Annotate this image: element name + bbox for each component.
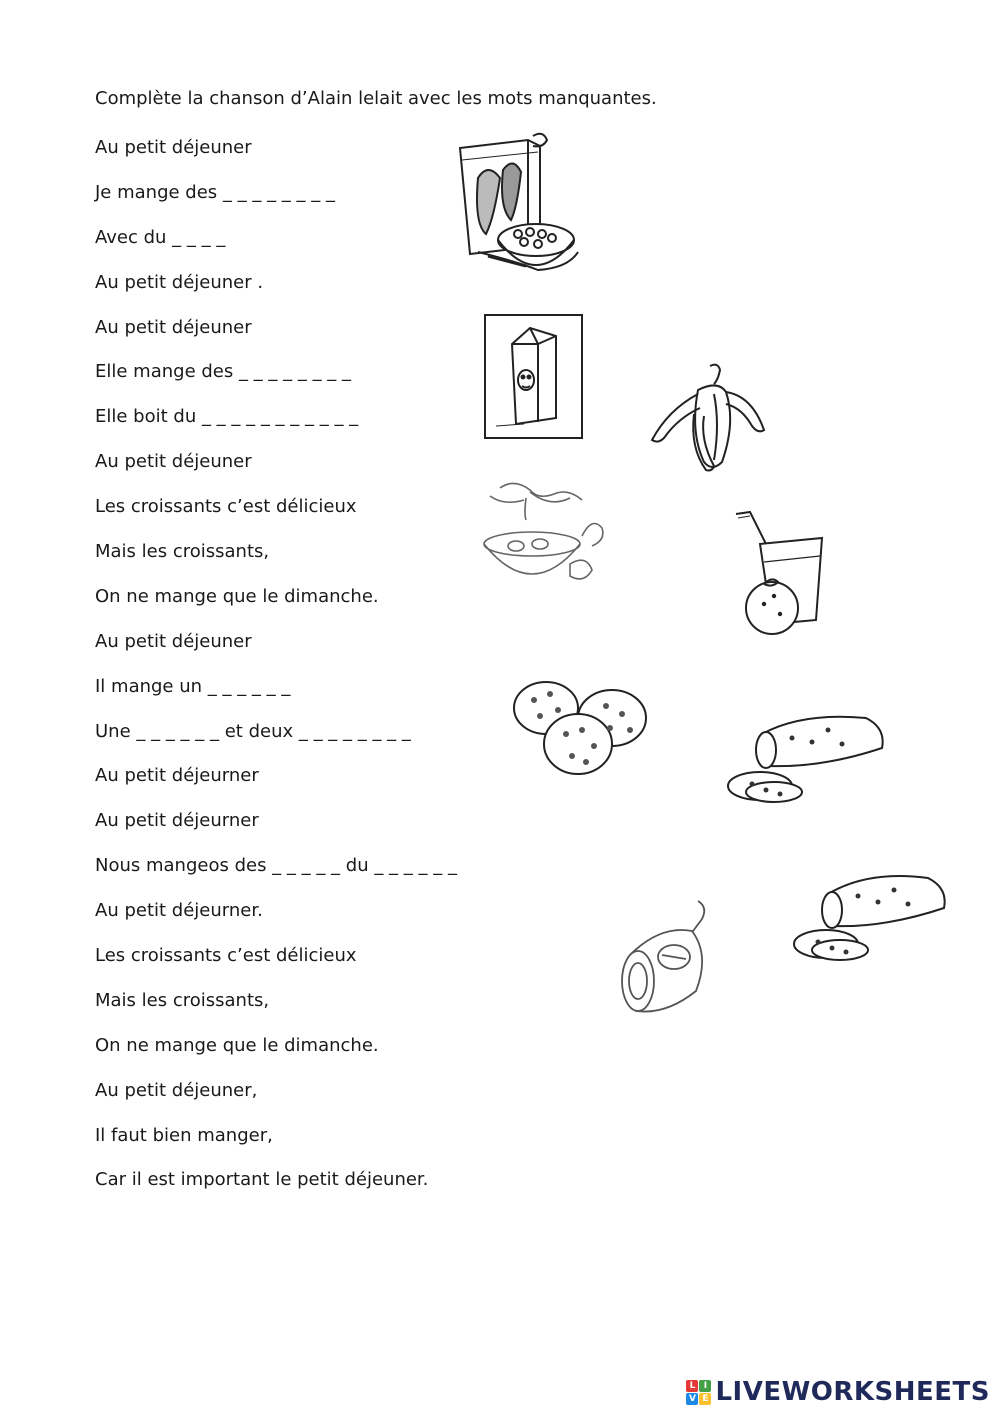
cereal-icon	[448, 128, 583, 288]
logo-badge-letter: E	[699, 1393, 711, 1405]
lyric-line: Mais les croissants,	[95, 541, 270, 563]
lyric-line: Elle mange des _ _ _ _ _ _ _ _	[95, 361, 352, 383]
lyric-line: Une _ _ _ _ _ _ et deux _ _ _ _ _ _ _ _	[95, 720, 411, 742]
sausage-icon	[722, 712, 887, 810]
lyric-line: Les croissants c’est délicieux	[95, 945, 357, 967]
eggs-bowl-icon	[470, 474, 615, 586]
lyric-line: Au petit déjeurner	[95, 765, 259, 787]
sausage-icon	[790, 872, 950, 968]
lyric-line: Elle boit du _ _ _ _ _ _ _ _ _ _ _	[95, 406, 359, 428]
lyric-line: Je mange des _ _ _ _ _ _ _ _	[95, 181, 335, 203]
banana-icon	[648, 360, 768, 475]
cookies-icon	[510, 678, 655, 780]
lyric-line: Au petit déjeurner	[95, 810, 259, 832]
lyric-line: Au petit déjeuner	[95, 137, 252, 158]
lyric-line: Au petit déjeurner.	[95, 900, 263, 922]
lyric-line: Les croissants c’est délicieux	[95, 496, 357, 518]
liveworksheets-logo	[686, 1377, 990, 1407]
lyric-line: Au petit déjeuner,	[95, 1079, 258, 1101]
logo-badge-letter: I	[699, 1380, 711, 1392]
lyric-line: On ne mange que le dimanche.	[95, 585, 379, 607]
lyric-line: Il mange un _ _ _ _ _ _	[95, 675, 291, 697]
lyric-line: On ne mange que le dimanche.	[95, 1034, 379, 1056]
milk-carton-icon	[484, 314, 584, 440]
lyric-line: Au petit déjeuner	[95, 451, 252, 473]
logo-badge-letter: V	[686, 1393, 698, 1405]
lyric-line: Au petit déjeuner	[95, 630, 252, 652]
ham-icon	[612, 895, 717, 1023]
lyric-line: Avec du _ _ _ _	[95, 226, 226, 248]
logo-text: LIVEWORKSHEETS	[715, 1377, 990, 1407]
logo-badge	[686, 1380, 711, 1405]
lyric-line: Au petit déjeuner .	[95, 271, 264, 293]
song-lyrics	[95, 136, 457, 1213]
logo-badge-letter: L	[686, 1380, 698, 1392]
orange-juice-icon	[730, 508, 830, 640]
lyric-line: Mais les croissants,	[95, 989, 270, 1011]
lyric-line: Il faut bien manger,	[95, 1124, 273, 1146]
lyric-line: Car il est important le petit déjeuner.	[95, 1169, 429, 1191]
lyric-line: Nous mangeos des _ _ _ _ _ du _ _ _ _ _ _	[95, 855, 457, 877]
lyric-line: Au petit déjeuner	[95, 316, 252, 338]
instruction-text: Complète la chanson d’Alain lelait avec les mots manquantes.	[95, 88, 657, 109]
